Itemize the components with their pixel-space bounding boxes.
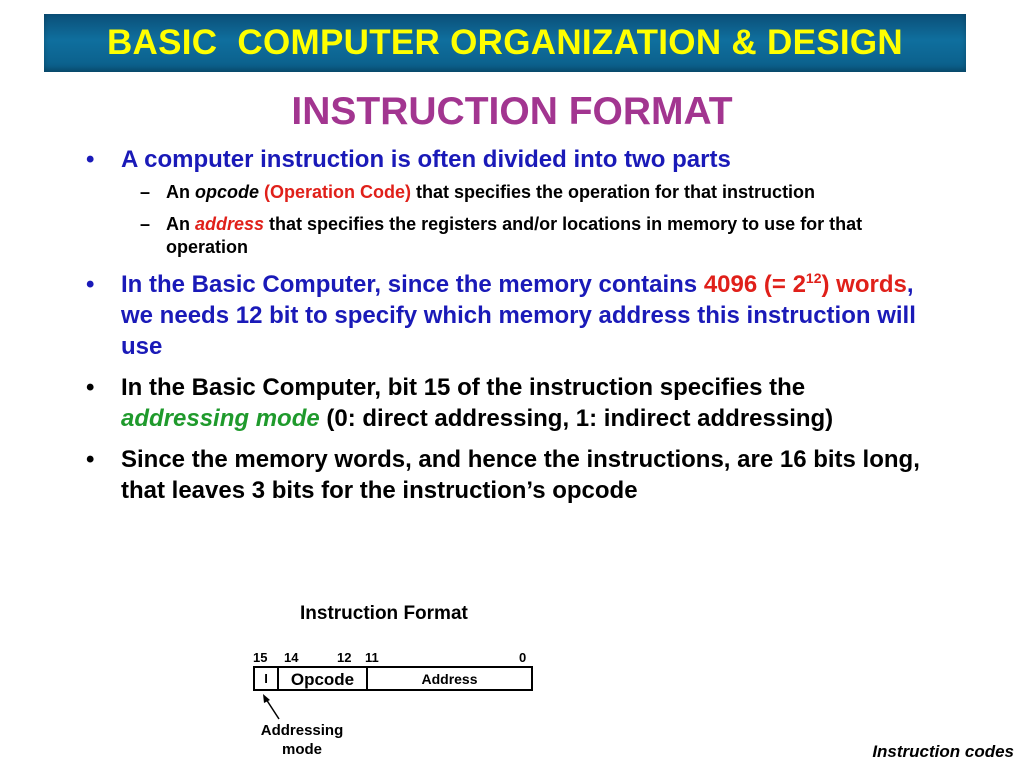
sub-text: An [166, 182, 195, 202]
bullet-dot-icon: • [86, 446, 95, 473]
mode-label-line: mode [281, 741, 322, 758]
bullet-text: A computer instruction is often divided into two parts [121, 146, 731, 173]
bit-15-label: 15 [253, 650, 268, 665]
sub-text: An [166, 214, 195, 234]
bit-11-label: 11 [365, 650, 379, 665]
opcode-field: Opcode [279, 668, 368, 689]
footer-label: Instruction codes [872, 742, 1014, 761]
exponent: 12 [805, 270, 822, 286]
address-field: Address [421, 671, 478, 687]
dash-icon: – [140, 214, 151, 234]
sub-text: that specifies the operation for that instruction [411, 182, 816, 202]
bullet-item-2 [86, 269, 936, 362]
bullet-list [86, 144, 936, 516]
bullet-dot-icon: • [86, 146, 95, 173]
sub-item-opcode [121, 181, 936, 204]
mode-label-line: Addressing [260, 722, 344, 739]
bit-14-label: 14 [284, 650, 299, 665]
instruction-format-box [253, 666, 533, 691]
banner-title: BASIC COMPUTER ORGANIZATION & DESIGN [106, 23, 904, 62]
header-banner [44, 14, 966, 72]
words-term: ) words [821, 271, 907, 298]
sub-text: that specifies the registers and/or locations in memory to use for that operation [166, 214, 863, 257]
bullet-item-4 [86, 444, 936, 506]
sub-item-address [121, 213, 936, 259]
opcode-term: opcode [195, 182, 260, 202]
bullet-dot-icon: • [86, 271, 95, 298]
bullet-dot-icon: • [86, 374, 95, 401]
bit-0-label: 0 [519, 650, 527, 665]
sub-list [121, 181, 936, 259]
bit-12-label: 12 [337, 650, 352, 665]
operation-code-term: (Operation Code) [259, 182, 412, 202]
bullet-text: In the Basic Computer, bit 15 of the instruction specifies the [121, 374, 806, 401]
bullet-text: , we needs 12 bit to specify which memory address this instruction will use [121, 271, 916, 360]
bullet-text: In the Basic Computer, since the memory contains [121, 271, 704, 298]
dash-icon: – [140, 182, 151, 202]
diagram-title: Instruction Format [300, 603, 468, 624]
memory-size-term: 4096 (= 2 [703, 271, 806, 298]
bullet-text: (0: direct addressing, 1: indirect addressing) [319, 405, 834, 432]
arrow-icon [255, 692, 285, 722]
bullet-item-3 [86, 372, 936, 434]
bullet-text: Since the memory words, and hence the instructions, are 16 bits long, that leaves 3 bits for the instruction’s opcode [121, 446, 920, 504]
i-field: I [255, 668, 279, 689]
slide-title: INSTRUCTION FORMAT [291, 90, 733, 133]
addressing-mode-label [250, 721, 354, 759]
bullet-item-1 [86, 144, 936, 259]
address-term: address [195, 214, 265, 234]
addressing-mode-term: addressing mode [121, 405, 320, 432]
